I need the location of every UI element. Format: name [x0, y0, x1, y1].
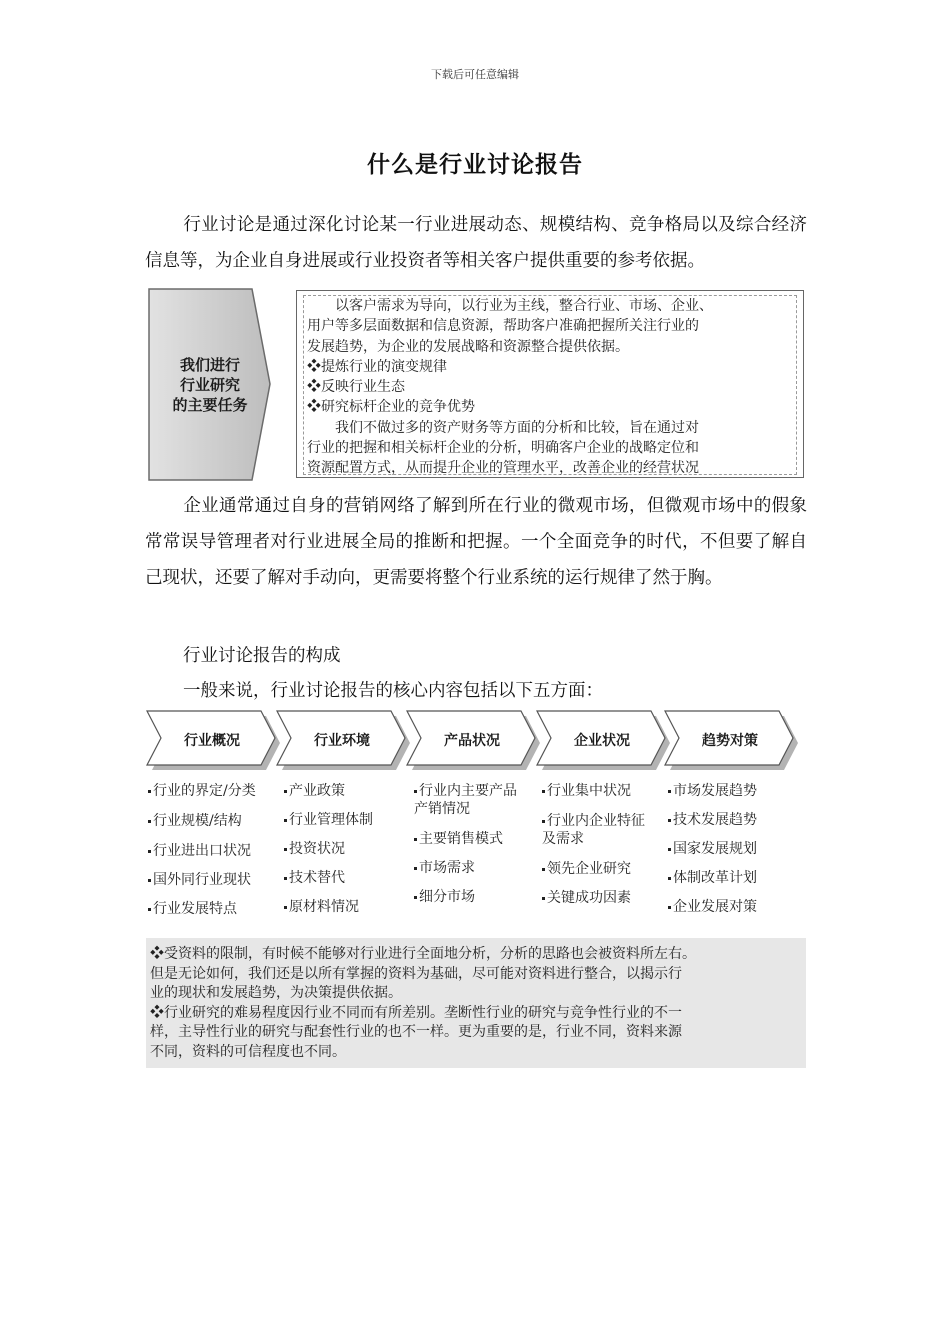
- list-item: 国家发展规划: [668, 840, 757, 858]
- chevron-label: 趋势对策: [702, 733, 758, 749]
- task-label-line: 的主要任务: [172, 396, 248, 414]
- list-item: 国外同行业现状: [148, 871, 251, 889]
- chevron-label: 企业状况: [574, 733, 630, 749]
- list-item: 技术替代: [284, 869, 345, 887]
- list-item: 行业管理体制: [284, 811, 373, 829]
- chevron-label: 产品状况: [444, 733, 500, 749]
- task-label-line: 行业研究: [179, 376, 240, 394]
- header-note: 下载后可任意编辑: [431, 68, 519, 81]
- task-box: [296, 290, 804, 478]
- list-item: 企业发展对策: [668, 898, 757, 916]
- list-item: 行业集中状况: [542, 782, 631, 800]
- task-line: ❖反映行业生态: [307, 379, 405, 396]
- task-line: 用户等多层面数据和信息资源，帮助客户准确把握所关注行业的: [307, 318, 699, 335]
- notes-box: [146, 938, 806, 1068]
- list-item: 行业内企业特征及需求: [542, 813, 645, 847]
- chevron-label: 行业环境: [314, 733, 370, 749]
- task-line: 发展趋势，为企业的发展战略和资源整合提供依据。: [307, 338, 629, 355]
- list-item: 投资状况: [284, 840, 345, 858]
- task-line: 我们不做过多的资产财务等方面的分析和比较，旨在通过对: [307, 419, 699, 436]
- lead-sentence: 一般来说，行业讨论报告的核心内容包括以下五方面：: [183, 681, 603, 701]
- task-line: 以客户需求为导向，以行业为主线，整合行业、市场、企业、: [307, 298, 713, 314]
- note-line: 业的现状和发展趋势，为决策提供依据。: [150, 985, 402, 1001]
- task-line: 资源配置方式，从而提升企业的管理水平，改善企业的经营状况: [307, 460, 699, 477]
- list-item: 行业规模/结构: [148, 812, 242, 830]
- list-item: 行业发展特点: [148, 900, 237, 918]
- list-item: 技术发展趋势: [668, 811, 757, 829]
- task-figure: [148, 287, 806, 482]
- note-line: ❖受资料的限制，有时候不能够对行业进行全面地分析，分析的思路也会被资料所左右。: [150, 946, 696, 962]
- list-item: 产业政策: [284, 782, 345, 800]
- note-line: 样，主导性行业的研究与配套性行业的也不一样。更为重要的是，行业不同，资料来源: [150, 1024, 682, 1040]
- list-item: 市场发展趋势: [668, 782, 757, 800]
- note-line: 不同，资料的可信程度也不同。: [150, 1043, 346, 1060]
- note-line: 但是无论如何，我们还是以所有掌握的资料为基础，尽可能对资料进行整合，以揭示行: [150, 965, 682, 982]
- list-item: 细分市场: [414, 888, 475, 906]
- task-label: [148, 355, 272, 415]
- body-text: 企业通常通过自身的营销网络了解到所在行业的微观市场，但微观市场中的假象常常误导管理者对行业进展全局的推断和把握。一个全面竞争的时代，不但要了解自己现状，还要了解对手动向，更需要将整个行业系统的运行规律了然于胸。: [145, 496, 807, 588]
- task-line: ❖提炼行业的演变规律: [307, 358, 447, 375]
- list-item: 关键成功因素: [542, 889, 631, 907]
- chevron-label: 行业概况: [184, 733, 240, 749]
- list-item: 行业进出口状况: [148, 842, 251, 860]
- task-line: ❖研究标杆企业的竞争优势: [307, 399, 475, 416]
- list-item: 行业的界定/分类: [148, 782, 256, 800]
- list-item: 原材料情况: [284, 898, 359, 916]
- composition-figure: [146, 708, 808, 1068]
- intro-text: 行业讨论是通过深化讨论某一行业进展动态、规模结构、竞争格局以及综合经济信息等，为企业自身进展或行业投资者等相关客户提供重要的参考依据。: [145, 215, 807, 271]
- note-line: ❖行业研究的难易程度因行业不同而有所差别。垄断性行业的研究与竞争性行业的不一: [150, 1004, 682, 1021]
- subheading: 行业讨论报告的构成: [183, 646, 341, 666]
- list-item: 体制改革计划: [668, 869, 757, 887]
- list-item: 主要销售模式: [414, 830, 503, 848]
- list-item: 领先企业研究: [542, 860, 631, 878]
- page-title: 什么是行业讨论报告: [367, 151, 583, 178]
- intro-paragraph: [145, 207, 807, 279]
- task-label-line: 我们进行: [179, 356, 240, 374]
- body-paragraph: [145, 488, 807, 596]
- list-item: 行业内主要产品产销情况: [414, 783, 517, 817]
- task-line: 行业的把握和相关标杆企业的分析，明确客户企业的战略定位和: [307, 440, 699, 457]
- list-item: 市场需求: [414, 859, 475, 877]
